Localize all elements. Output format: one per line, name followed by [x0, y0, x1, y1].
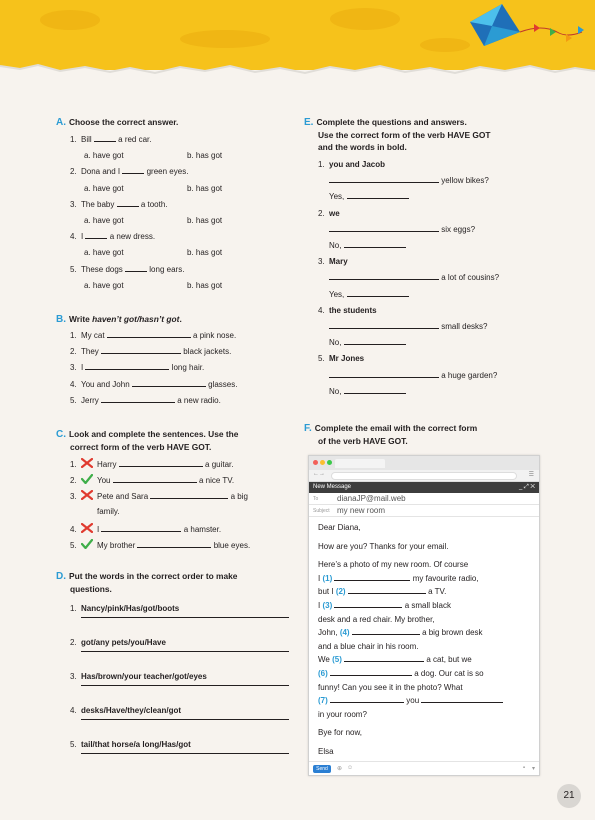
- exercise-e: E. Complete the questions and answers. Use the correct form of the verb HAVE GOT and the words in bold. 1. you and Jacob yellow bikes? Yes, 2. we six eggs? No, 3. Mary a lot of cousins? Yes, 4. the students small desks? No, 5. Mr Jones a huge garden? No,: [304, 116, 544, 400]
- e-item-1: 1. you and Jacob yellow bikes? Yes,: [318, 160, 489, 202]
- d-item-4: 4. desks/Have/they/clean/got: [70, 703, 291, 737]
- address-bar: [309, 470, 539, 482]
- menu-icon[interactable]: ☰: [528, 472, 534, 478]
- b-item-4: 4. You and John glasses.: [70, 379, 238, 389]
- answer-blank[interactable]: [334, 573, 410, 581]
- exercise-d-title: D. Put the words in the correct order to make: [56, 571, 238, 582]
- answer-blank[interactable]: [344, 654, 424, 662]
- c-item-3: 3. Pete and Sara a big: [70, 492, 248, 502]
- d-item-1: 1. Nancy/pink/Has/got/boots: [70, 601, 291, 635]
- d-item-3: 3. Has/brown/your teacher/got/eyes: [70, 669, 291, 703]
- exercise-f-title: F. Complete the email with the correct form: [304, 423, 478, 434]
- cross-icon: [81, 458, 93, 468]
- subject-field[interactable]: Subject my new room: [309, 505, 539, 517]
- message-header: New Message _ ⤢ ✕: [309, 482, 539, 493]
- exercise-b: [56, 313, 291, 409]
- answer-blank[interactable]: [421, 695, 503, 703]
- send-button[interactable]: Send: [313, 765, 331, 773]
- answer-blank[interactable]: [334, 600, 402, 608]
- email-body[interactable]: Dear Diana, How are you? Thanks for your email. Here’s a photo of my new room. Of course I (1) my favourite radio, but I (2) a TV. I (3) a small black desk and a red chair. My brother, John, (4) a big brown desk and a blue chair in his room. We (5) a cat, but we (6) a dog. Our cat is so funny! Can you see it in the photo? What (7) you in your room? Bye for now, Elsa: [309, 517, 539, 759]
- answer-blank[interactable]: [117, 199, 139, 207]
- close-dot-icon[interactable]: [313, 460, 318, 465]
- answer-blank[interactable]: [101, 524, 181, 532]
- answer-blank[interactable]: [85, 231, 107, 239]
- e-item-2: 2. we six eggs? No,: [318, 208, 476, 251]
- answer-blank[interactable]: [347, 289, 409, 297]
- a-item-4: 4. I a new dress.: [70, 232, 156, 242]
- tick-icon: [81, 539, 93, 549]
- answer-blank[interactable]: [329, 321, 439, 329]
- exercise-b-title: B. Write haven’t got/hasn’t got.: [56, 314, 182, 325]
- answer-blank[interactable]: [330, 695, 404, 703]
- a-options-2: a. have got b. has got: [84, 183, 223, 193]
- b-item-1: 1. My cat a pink nose.: [70, 331, 237, 340]
- tick-icon: [81, 474, 93, 484]
- answer-blank[interactable]: [329, 370, 439, 378]
- exercise-c: C. Look and complete the sentences. Use the correct form of the verb HAVE GOT. 1. Harry a guitar. 2. You a nice TV. 3. Pete and Sara a big family. 4. I a hamster. 5. My brother blue eyes.: [56, 428, 291, 554]
- a-item-3: 3. The baby a tooth.: [70, 199, 168, 209]
- trash-icon[interactable]: ▪: [522, 765, 525, 771]
- answer-blank[interactable]: [94, 134, 116, 142]
- a-item-1: 1. Bill a red car.: [70, 135, 152, 144]
- c-item-1: 1. Harry a guitar.: [70, 460, 234, 469]
- a-options-1: a. have got b. has got: [84, 151, 223, 161]
- answer-blank[interactable]: [352, 627, 420, 635]
- answer-blank[interactable]: [122, 166, 144, 174]
- cross-icon: [81, 523, 93, 533]
- answer-blank[interactable]: [344, 337, 406, 345]
- answer-line[interactable]: [81, 651, 289, 652]
- window-controls-icon[interactable]: _ ⤢ ✕: [518, 484, 535, 490]
- exercise-c-title: C. Look and complete the sentences. Use the: [56, 429, 239, 440]
- answer-line[interactable]: [81, 685, 289, 686]
- answer-blank[interactable]: [85, 362, 169, 370]
- page-number: 21: [557, 784, 581, 808]
- nav-arrows-icon[interactable]: ←→: [313, 471, 325, 477]
- d-item-5: 5. tail/that horse/a long/Has/got: [70, 737, 291, 771]
- more-icon[interactable]: ▾: [531, 766, 535, 772]
- answer-blank[interactable]: [101, 395, 175, 403]
- browser-tab[interactable]: [335, 459, 385, 468]
- a-item-2: 2. Dona and I green eyes.: [70, 167, 189, 177]
- answer-blank[interactable]: [119, 459, 203, 467]
- answer-blank[interactable]: [329, 272, 439, 280]
- d-item-2: 2. got/any pets/you/Have: [70, 635, 291, 669]
- answer-blank[interactable]: [125, 264, 147, 272]
- answer-blank[interactable]: [113, 475, 197, 483]
- exercise-a: [56, 116, 291, 294]
- maximize-dot-icon[interactable]: [327, 460, 332, 465]
- answer-blank[interactable]: [132, 379, 206, 387]
- torn-edge: [0, 58, 595, 82]
- exercise-d: D. Put the words in the correct order to make questions. 1. Nancy/pink/Has/got/boots 2. got/any pets/you/Have 3. Has/brown/your teacher/got/eyes 4. desks/Have/they/clean/got 5. tail/that horse/a long/Has/got: [56, 570, 291, 771]
- to-field[interactable]: To dianaJP@mail.web: [309, 493, 539, 505]
- answer-blank[interactable]: [101, 346, 181, 354]
- a-options-4: a. have got b. has got: [84, 248, 223, 258]
- answer-blank[interactable]: [344, 386, 406, 394]
- answer-blank[interactable]: [347, 191, 409, 199]
- c-item-2: 2. You a nice TV.: [70, 476, 235, 486]
- exercise-a-title: A. Choose the correct answer.: [56, 117, 179, 128]
- answer-line[interactable]: [81, 617, 289, 618]
- answer-blank[interactable]: [107, 330, 191, 338]
- exercise-e-title: E. Complete the questions and answers.: [304, 117, 467, 128]
- exercise-f: F. Complete the email with the correct form of the verb HAVE GOT.: [304, 422, 544, 447]
- c-item-4: 4. I a hamster.: [70, 524, 222, 534]
- cross-icon: [81, 490, 93, 500]
- a-options-5: a. have got b. has got: [84, 280, 223, 290]
- answer-line[interactable]: [81, 719, 289, 720]
- answer-blank[interactable]: [344, 240, 406, 248]
- e-item-4: 4. the students small desks? No,: [318, 305, 488, 348]
- answer-blank[interactable]: [348, 586, 426, 594]
- b-item-3: 3. I long hair.: [70, 363, 205, 373]
- answer-blank[interactable]: [137, 540, 211, 548]
- attach-icon[interactable]: ⊕: [337, 766, 343, 772]
- answer-blank[interactable]: [329, 175, 439, 183]
- email-footer: [309, 761, 539, 775]
- window-chrome: [309, 456, 539, 470]
- e-item-5: 5. Mr Jones a huge garden? No,: [318, 354, 498, 396]
- answer-blank[interactable]: [150, 491, 228, 499]
- answer-blank[interactable]: [329, 224, 439, 232]
- a-item-5: 5. These dogs long ears.: [70, 264, 185, 274]
- e-item-3: 3. Mary a lot of cousins? Yes,: [318, 257, 500, 299]
- url-input[interactable]: [331, 472, 517, 480]
- kite-icon: [462, 2, 587, 57]
- emoji-icon[interactable]: ☺: [347, 765, 354, 771]
- email-window: [308, 455, 540, 776]
- a-options-3: a. have got b. has got: [84, 215, 223, 225]
- answer-line[interactable]: [81, 753, 289, 754]
- answer-blank[interactable]: [330, 668, 412, 676]
- b-item-2: 2. They black jackets.: [70, 347, 232, 357]
- b-item-5: 5. Jerry a new radio.: [70, 395, 221, 405]
- minimize-dot-icon[interactable]: [320, 460, 325, 465]
- c-item-5: 5. My brother blue eyes.: [70, 540, 251, 550]
